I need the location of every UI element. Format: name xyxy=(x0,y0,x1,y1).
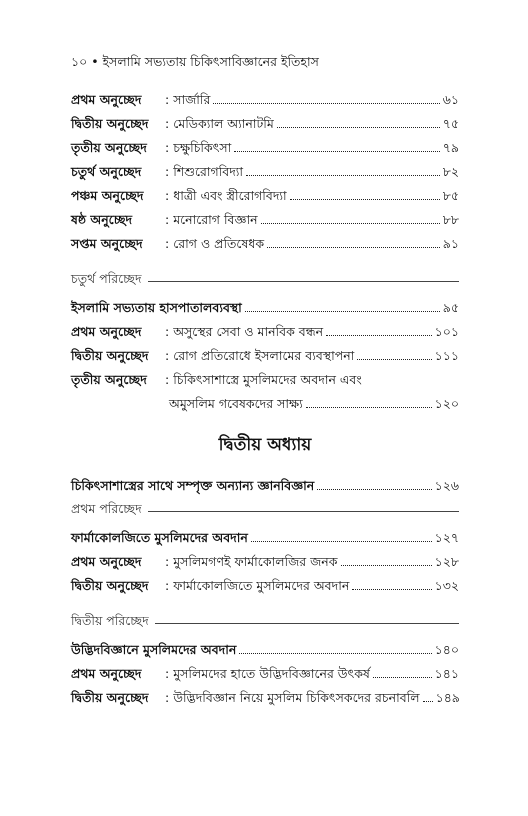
entry-label: চতুর্থ অনুচ্ছেদ xyxy=(71,164,142,179)
dot-leader xyxy=(245,311,440,312)
dot-leader xyxy=(277,127,440,128)
entry-page: ১৩২ xyxy=(434,578,459,593)
entry-page: ১৪৯ xyxy=(435,690,460,705)
entry-title: ফার্মাকোলজিতে মুসলিমদের অবদান xyxy=(71,530,248,545)
entry-title: চিকিৎসাশাস্ত্রের সাথে সম্পৃক্ত অন্যান্য জ্ঞানবিজ্ঞান xyxy=(71,478,315,493)
toc-entry[interactable] xyxy=(71,136,459,160)
dot-leader xyxy=(290,199,440,200)
toc-entry[interactable] xyxy=(71,184,459,208)
entry-title: উদ্ভিদবিজ্ঞান নিয়ে মুসলিম চিকিৎসকদের রচনাবলি xyxy=(173,690,420,705)
toc-main-entry[interactable] xyxy=(71,526,459,550)
section-heading xyxy=(71,500,459,522)
entry-title: শিশুরোগবিদ্যা xyxy=(173,164,244,179)
entry-title: মনোরোগ বিজ্ঞান xyxy=(173,212,258,227)
chapter-title: দ্বিতীয় অধ্যায় xyxy=(218,435,312,455)
dot-leader xyxy=(251,541,432,542)
entry-title-line2: অমুসলিম গবেষকদের সাক্ষ্য xyxy=(169,396,303,411)
toc-entry[interactable] xyxy=(71,208,459,232)
entry-label: তৃতীয় অনুচ্ছেদ xyxy=(71,372,147,387)
entry-colon: : xyxy=(165,212,170,227)
entry-colon: : xyxy=(165,348,170,363)
entry-label: প্রথম অনুচ্ছেদ xyxy=(71,324,142,339)
dot-leader xyxy=(373,677,432,678)
entry-title: রোগ ও প্রতিষেধক xyxy=(173,236,265,251)
entry-page: ১৪০ xyxy=(434,642,459,657)
toc-page xyxy=(71,54,459,710)
toc-entry-multiline[interactable] xyxy=(71,368,459,392)
toc-entry[interactable] xyxy=(71,320,459,344)
entry-label: তৃতীয় অনুচ্ছেদ xyxy=(71,140,147,155)
toc-entry[interactable] xyxy=(71,574,459,598)
entry-colon: : xyxy=(165,690,170,705)
section-heading xyxy=(71,270,459,292)
entry-page: ৬১ xyxy=(442,92,459,107)
entry-title: ফার্মাকোলজিতে মুসলিমদের অবদান xyxy=(173,578,350,593)
dot-leader xyxy=(423,701,433,702)
toc-entry[interactable] xyxy=(71,160,459,184)
entry-colon: : xyxy=(165,554,170,569)
entry-colon: : xyxy=(165,578,170,593)
entry-title: অসুস্থের সেবা ও মানবিক বন্ধন xyxy=(173,324,324,339)
entry-colon: : xyxy=(165,666,170,681)
section-heading-text: প্রথম পরিচ্ছেদ xyxy=(71,501,142,516)
dot-leader xyxy=(357,359,431,360)
toc-main-entry[interactable] xyxy=(71,638,459,662)
toc-entry[interactable] xyxy=(71,88,459,112)
section-heading-text: চতুর্থ পরিচ্ছেদ xyxy=(71,271,142,286)
entry-colon: : xyxy=(165,92,170,107)
entry-label: ষষ্ঠ অনুচ্ছেদ xyxy=(71,212,133,227)
entry-page: ৭৫ xyxy=(442,116,459,131)
dot-leader xyxy=(267,247,440,248)
section-heading-text: দ্বিতীয় পরিচ্ছেদ xyxy=(71,613,149,628)
running-head: ১০ • ইসলামি সভ্যতায় চিকিৎসাবিজ্ঞানের ইতিহাস xyxy=(71,54,319,69)
toc-group-1 xyxy=(71,88,459,256)
dot-leader xyxy=(306,407,432,408)
entry-page: ৮৫ xyxy=(442,188,459,203)
dot-leader xyxy=(326,335,432,336)
heading-rule xyxy=(155,623,459,624)
entry-title: চক্ষুচিকিৎসা xyxy=(173,140,232,155)
entry-colon: : xyxy=(165,324,170,339)
toc-entry[interactable] xyxy=(71,550,459,574)
dot-leader xyxy=(234,151,439,152)
section-heading xyxy=(71,612,459,634)
entry-title: মুসলিমদের হাতে উদ্ভিদবিজ্ঞানের উৎকর্ষ xyxy=(173,666,370,681)
entry-label: দ্বিতীয় অনুচ্ছেদ xyxy=(71,348,149,363)
entry-colon: : xyxy=(165,236,170,251)
entry-colon: : xyxy=(165,116,170,131)
entry-label: পঞ্চম অনুচ্ছেদ xyxy=(71,188,144,203)
dot-leader xyxy=(213,103,439,104)
dot-leader xyxy=(239,653,431,654)
dot-leader xyxy=(261,223,440,224)
toc-entry[interactable] xyxy=(71,344,459,368)
dot-leader xyxy=(352,589,431,590)
dot-leader xyxy=(246,175,440,176)
entry-label: দ্বিতীয় অনুচ্ছেদ xyxy=(71,690,149,705)
toc-entry[interactable] xyxy=(71,232,459,256)
entry-page: ১২৬ xyxy=(434,478,459,493)
entry-page: ৯১ xyxy=(442,236,459,251)
toc-entry-continuation[interactable] xyxy=(71,392,459,416)
toc-entry[interactable] xyxy=(71,112,459,136)
entry-page: ৮৮ xyxy=(442,212,459,227)
entry-title: ইসলামি সভ্যতায় হাসপাতালব্যবস্থা xyxy=(71,300,242,315)
toc-entry[interactable] xyxy=(71,686,459,710)
entry-page: ১২০ xyxy=(434,396,459,411)
entry-colon: : xyxy=(165,164,170,179)
entry-title: সার্জারি xyxy=(173,92,211,107)
toc-entry[interactable] xyxy=(71,662,459,686)
dot-leader xyxy=(341,565,432,566)
entry-page: ১০১ xyxy=(434,324,459,339)
entry-label: দ্বিতীয় অনুচ্ছেদ xyxy=(71,578,149,593)
entry-label: দ্বিতীয় অনুচ্ছেদ xyxy=(71,116,149,131)
heading-rule xyxy=(148,511,459,512)
entry-page: ১৪১ xyxy=(434,666,459,681)
entry-colon: : xyxy=(165,372,170,387)
entry-page: ৯৫ xyxy=(442,300,459,315)
entry-title: উদ্ভিদবিজ্ঞানে মুসলিমদের অবদান xyxy=(71,642,237,657)
entry-colon: : xyxy=(165,140,170,155)
dot-leader xyxy=(317,489,431,490)
heading-rule xyxy=(148,281,459,282)
entry-label: প্রথম অনুচ্ছেদ xyxy=(71,554,142,569)
entry-page: ১২৭ xyxy=(434,530,459,545)
entry-title: মুসলিমগণই ফার্মাকোলজির জনক xyxy=(173,554,338,569)
entry-label: প্রথম অনুচ্ছেদ xyxy=(71,92,142,107)
entry-page: ১১১ xyxy=(434,348,459,363)
entry-title: রোগ প্রতিরোধে ইসলামের ব্যবস্থাপনা xyxy=(173,348,355,363)
toc-main-entry[interactable] xyxy=(71,474,459,498)
entry-title: ধাত্রী এবং স্ত্রীরোগবিদ্যা xyxy=(173,188,287,203)
entry-colon: : xyxy=(165,188,170,203)
toc-main-entry[interactable] xyxy=(71,296,459,320)
entry-label: প্রথম অনুচ্ছেদ xyxy=(71,666,142,681)
entry-page: ১২৮ xyxy=(434,554,459,569)
entry-title-line1: চিকিৎসাশাস্ত্রে মুসলিমদের অবদান এবং xyxy=(173,372,362,387)
entry-title: মেডিক্যাল অ্যানাটমি xyxy=(173,116,274,131)
entry-label: সপ্তম অনুচ্ছেদ xyxy=(71,236,143,251)
entry-page: ৭৯ xyxy=(442,140,459,155)
entry-page: ৮২ xyxy=(442,164,459,179)
